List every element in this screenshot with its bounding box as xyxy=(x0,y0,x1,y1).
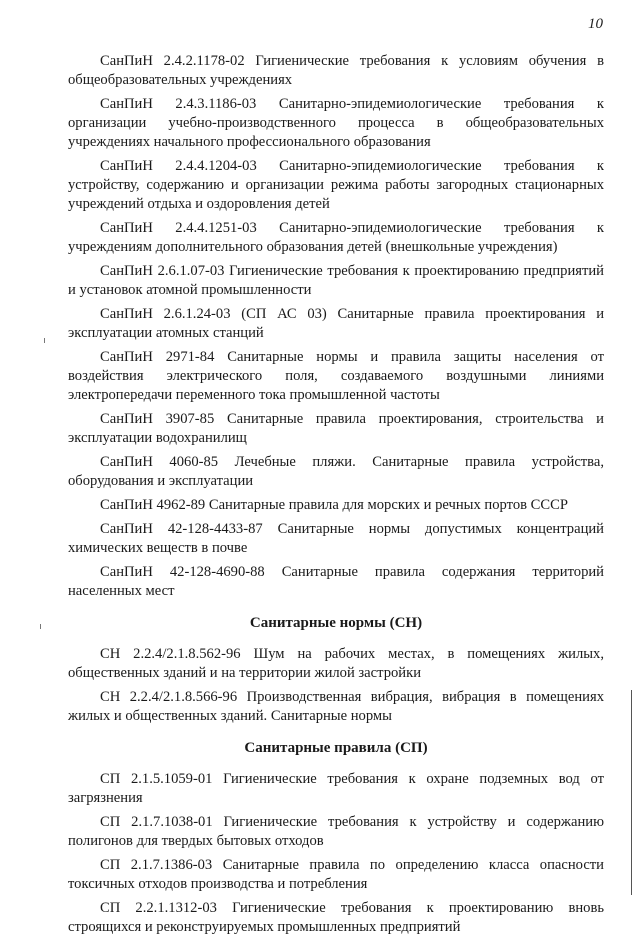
sp-entry: СП 2.1.7.1386-03 Санитарные правила по определению класса опасности токсичных отходов производства и потребления xyxy=(68,857,604,892)
sanpin-entry: СанПиН 2.4.4.1251-03 Санитарно-эпидемиологические требования к учреждениям дополнительного образования детей (внешкольные учреждения) xyxy=(68,220,604,255)
page-number: 10 xyxy=(588,16,603,32)
sp-entry: СП 2.1.5.1059-01 Гигиенические требования к охране подземных вод от загрязнения xyxy=(68,771,604,806)
document-body xyxy=(68,52,604,942)
sanpin-entry: СанПиН 2.6.1.24-03 (СП АС 03) Санитарные правила проектирования и эксплуатации атомных станций xyxy=(68,306,604,341)
sanpin-entry: СанПиН 2.4.2.1178-02 Гигиенические требования к условиям обучения в общеобразовательных учреждениях xyxy=(68,53,604,88)
sanpin-entry: СанПиН 42-128-4433-87 Санитарные нормы допустимых концентраций химических веществ в почве xyxy=(68,521,604,556)
sanpin-entry: СанПиН 2.6.1.07-03 Гигиенические требования к проектированию предприятий и установок атомной промышленности xyxy=(68,263,604,298)
sanpin-entry: СанПиН 2.4.4.1204-03 Санитарно-эпидемиологические требования к устройству, содержанию и организации режима работы загородных стационарных учреждений отдыха и оздоровления детей xyxy=(68,158,604,212)
sanpin-entry: СанПиН 4060-85 Лечебные пляжи. Санитарные правила устройства, оборудования и эксплуатации xyxy=(68,454,604,489)
sanpin-entry: СанПиН 42-128-4690-88 Санитарные правила содержания территорий населенных мест xyxy=(68,564,604,599)
scan-speck xyxy=(44,338,45,343)
sanpin-entry: СанПиН 2971-84 Санитарные нормы и правила защиты населения от воздействия электрического поля, создаваемого воздушными линиями электропередачи переменного тока промышленной частоты xyxy=(68,349,604,403)
scan-edge-line xyxy=(631,690,632,895)
sanpin-entry: СанПиН 2.4.3.1186-03 Санитарно-эпидемиологические требования к организации учебно-производственного процесса в общеобразовательных учреждениях начального профессионального образования xyxy=(68,96,604,150)
section-heading-sn: Санитарные нормы (СН) xyxy=(249,615,423,631)
sanpin-entry: СанПиН 4962-89 Санитарные правила для морских и речных портов СССР xyxy=(100,497,568,513)
sn-entry: СН 2.2.4/2.1.8.566-96 Производственная вибрация, вибрация в помещениях жилых и общественных зданий. Санитарные нормы xyxy=(68,689,604,724)
section-heading-sp: Санитарные правила (СП) xyxy=(244,740,428,756)
scan-speck xyxy=(40,624,41,629)
sanpin-entry: СанПиН 3907-85 Санитарные правила проектирования, строительства и эксплуатации водохранилищ xyxy=(68,411,604,446)
sp-entry: СП 2.1.7.1038-01 Гигиенические требования к устройству и содержанию полигонов для твердых бытовых отходов xyxy=(68,814,604,849)
sp-entry: СП 2.2.1.1312-03 Гигиенические требования к проектированию вновь строящихся и реконструируемых промышленных предприятий xyxy=(68,900,604,935)
sn-entry: СН 2.2.4/2.1.8.562-96 Шум на рабочих местах, в помещениях жилых, общественных зданий и на территории жилой застройки xyxy=(68,646,604,681)
